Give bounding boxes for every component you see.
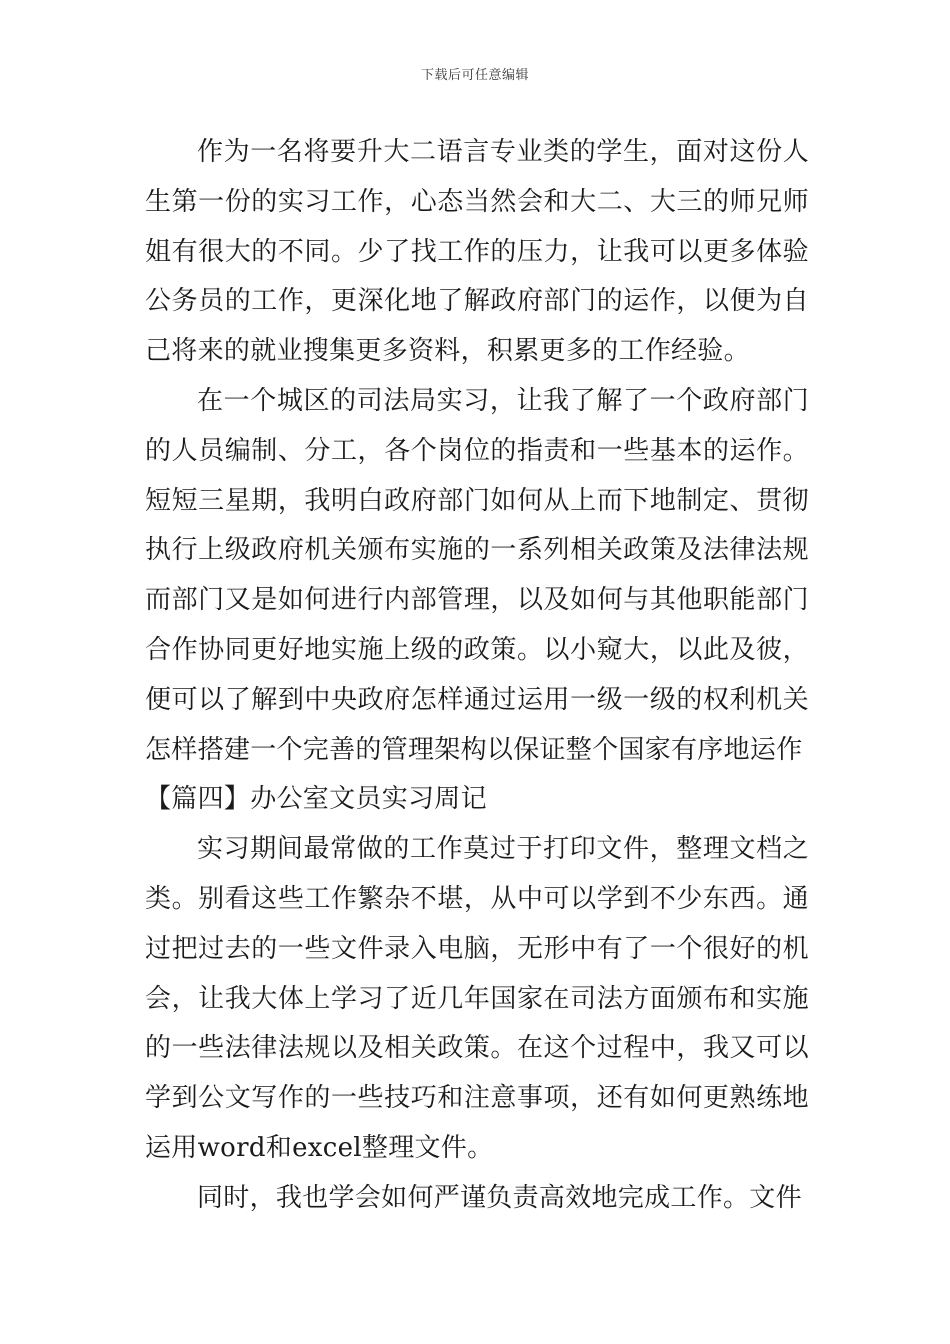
paragraph-judicial-bureau: 在一个城区的司法局实习，让我了解了一个政府部门的人员编制、分工，各个岗位的指责和一些基本的运作。短短三星期，我明白政府部门如何从上而下地制定、贯彻执行上级政府机关颁布实施的一系列相关政策及法律法规而部门又是如何进行内部管理，以及如何与其他职能部门合作协同更好地实施上级的政策。以小窥大，以此及彼，便可以了解到中央政府怎样通过运用一级一级的权利机关怎样搭建一个完善的管理架构以保证整个国家有序地运作	[145, 385, 809, 765]
paragraph-responsibility: 同时，我也学会如何严谨负责高效地完成工作。文件	[197, 1182, 802, 1213]
paragraph-internship-attitude: 作为一名将要升大二语言专业类的学生，面对这份人生第一份的实习工作，心态当然会和大二、大三的师兄师姐有很大的不同。少了找工作的压力，让我可以更多体验公务员的工作，更深化地了解政府部门的运作，以便为自己将来的就业搜集更多资料，积累更多的工作经验。	[145, 137, 809, 367]
section-heading: 【篇四】办公室文员实习周记	[145, 784, 487, 815]
document-body	[145, 128, 809, 1224]
page-header: 下载后可任意编辑	[420, 68, 529, 83]
paragraph-office-work: 实习期间最常做的工作莫过于打印文件，整理文档之类。别看这些工作繁杂不堪，从中可以学到不少东西。通过把过去的一些文件录入电脑，无形中有了一个很好的机会，让我大体上学习了近几年国家在司法方面颁布和实施的一些法律法规以及相关政策。在这个过程中，我又可以学到公文写作的一些技巧和注意事项，还有如何更熟练地运用word和excel整理文件。	[145, 834, 809, 1163]
